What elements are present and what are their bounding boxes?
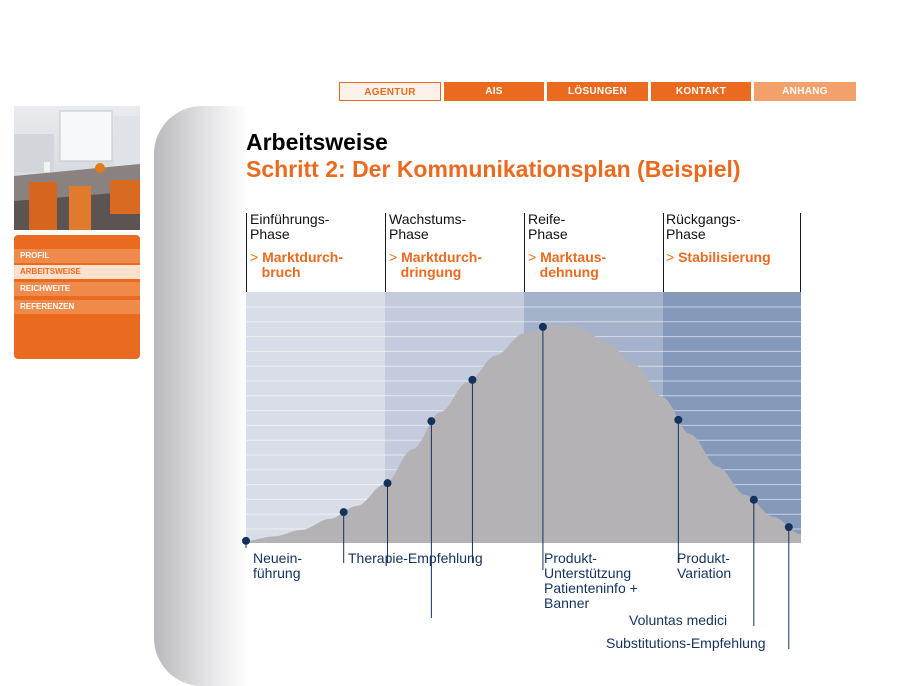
phase-label-3: Reife- Phase <box>528 211 568 242</box>
curve-marker <box>468 376 476 384</box>
phase-goal-2: > Marktdurch- dringung <box>389 249 482 280</box>
annotation-produkt-unterstuetzung: Produkt- Unterstützung Patienteninfo + Banner <box>544 550 638 611</box>
nav-agentur[interactable]: AGENTUR <box>339 82 441 101</box>
nav-ais[interactable]: AIS <box>444 82 544 101</box>
page-title: Arbeitsweise <box>246 129 388 155</box>
annotation-produkt-variation: Produkt- Variation <box>677 550 732 581</box>
curve-marker <box>785 523 793 531</box>
annotation-substitutions-empfehlung: Substitutions-Empfehlung <box>606 635 766 651</box>
curve-marker <box>242 537 250 545</box>
curve-marker <box>539 323 547 331</box>
curve-marker <box>674 416 682 424</box>
page-subtitle: Schritt 2: Der Kommunikationsplan (Beispiel) <box>246 156 741 182</box>
subnav-referenzen[interactable]: REFERENZEN <box>14 300 140 314</box>
annotation-voluntas-medici: Voluntas medici <box>629 612 728 628</box>
nav-anhang[interactable]: ANHANG <box>754 82 856 101</box>
phase-goal-3: > Marktaus- dehnung <box>528 249 607 280</box>
curve-marker <box>750 496 758 504</box>
phase-goal-1: > Marktdurch- bruch <box>250 249 343 280</box>
annotation-neueinfuehrung: Neuein- führung <box>253 550 303 581</box>
subnav-arbeitsweise[interactable]: ARBEITSWEISE <box>14 265 140 279</box>
phase-label-1: Einführungs- Phase <box>250 211 330 242</box>
annotation-therapie-empfehlung: Therapie-Empfehlung <box>348 550 483 566</box>
curve-marker <box>340 508 348 516</box>
curve-marker <box>427 417 435 425</box>
nav-kontakt[interactable]: KONTAKT <box>651 82 751 101</box>
phase-goal-4: > Stabilisierung <box>666 249 771 265</box>
nav-loesungen[interactable]: LÖSUNGEN <box>547 82 648 101</box>
subnav-profil[interactable]: PROFIL <box>14 249 140 263</box>
phase-label-4: Rückgangs- Phase <box>666 211 741 242</box>
phase-label-2: Wachstums- Phase <box>389 211 467 242</box>
subnav-reichweite[interactable]: REICHWEITE <box>14 282 140 296</box>
curve-marker <box>384 479 392 487</box>
